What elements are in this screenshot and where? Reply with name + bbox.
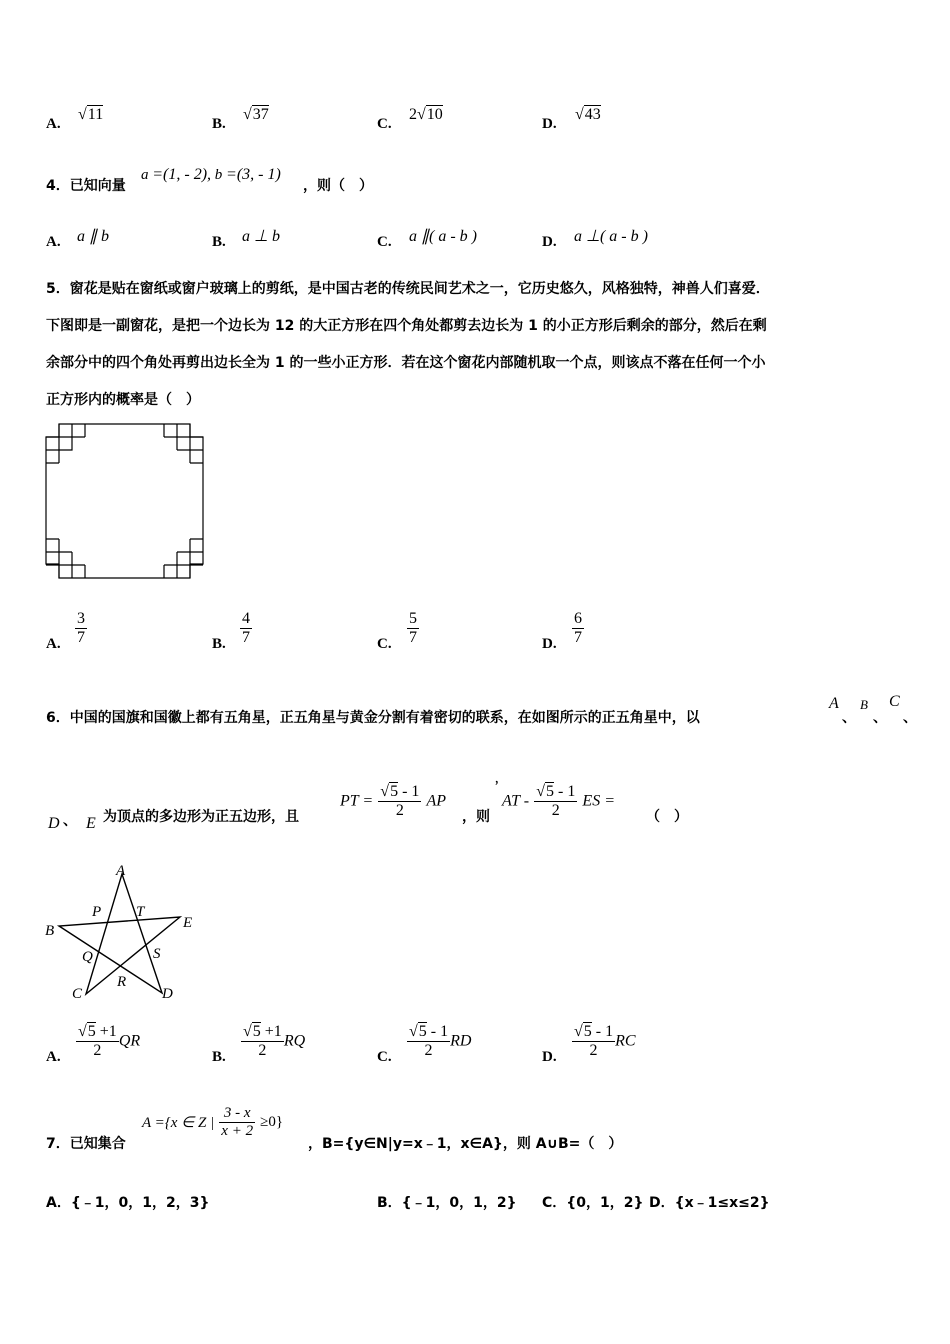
q6-sep-1: 、 [842,710,856,726]
q6-expression: AT - $\frac{√5 - 1}{2}$ ES = [502,783,615,819]
q6-option-d-label: D. [542,1049,557,1065]
q4-then: ，则（ ） [303,178,373,194]
q4-option-c-math: a ∥( a - b ) [409,228,477,245]
q3-option-d-math: √43 [575,106,601,123]
q7-option-c: C．{0，1，2} [542,1195,644,1211]
q4-option-d-math: a ⊥( a - b ) [574,228,648,245]
q5-option-d-frac: $\frac{6}{7}$ [574,610,582,646]
star-label-d: D [162,986,173,1002]
q6-option-a-math: $\frac{√5 +1}{2}$ QR [78,1023,141,1059]
q4-option-a-label: A. [46,234,61,250]
q6-vertex-c: C [889,693,900,710]
q6-sep-2: 、 [873,710,887,726]
q3-option-c-label: C. [377,116,392,132]
q7-stem: 7．已知集合 [46,1136,126,1152]
star-label-p: P [92,904,102,920]
q4-vectors: a =(1, - 2), b =(3, - 1) [141,166,281,183]
q6-tick: ， [495,772,506,785]
pentagram-figure [40,860,210,1010]
q4-option-d-label: D. [542,234,557,250]
q5-option-a-frac: $\frac{3}{7}$ [77,610,85,646]
q3-option-a-label: A. [46,116,61,132]
q6-stem-line1: 6．中国的国旗和国徽上都有五角星，正五角星与黄金分割有着密切的联系，在如图所示的正五角星中，以 [46,710,700,726]
q3-option-a-math: √11 [78,106,104,123]
q5-option-d-label: D. [542,636,557,652]
q3-option-b-math: √37 [243,106,269,123]
q7-set-b: ，B={y∈N|y=x﹣1，x∈A}，则 A∪B=（ ） [308,1136,623,1152]
q5-option-b-label: B. [212,636,226,652]
star-label-s: S [153,946,161,962]
q6-vertex-b: B [860,697,868,712]
q6-option-a-label: A. [46,1049,61,1065]
q6-sep-3: 、 [903,710,917,726]
q6-option-b-label: B. [212,1049,226,1065]
q6-vertex-a: A [829,695,839,712]
star-label-b: B [45,923,55,939]
q6-sep-4: 、 [63,813,77,829]
q3-option-b-label: B. [212,116,226,132]
q4-option-c-label: C. [377,234,392,250]
q4-option-b-math: a ⊥ b [242,228,280,245]
q6-option-b-math: $\frac{√5 +1}{2}$ RQ [243,1023,306,1059]
q3-option-d-label: D. [542,116,557,132]
q6-stem-line2: 为顶点的多边形为正五边形，且 [103,809,299,825]
q6-blank: （ ） [646,809,688,825]
q6-condition: PT = $\frac{√5 - 1}{2}$ AP [340,783,447,819]
q6-option-d-math: $\frac{√5 - 1}{2}$ RC [574,1023,636,1059]
q7-option-b: B．{﹣1，0，1，2} [377,1195,517,1211]
q4-stem: 4．已知向量 [46,178,126,194]
q4-option-a-math: a ∥ b [77,228,109,245]
star-label-t: T [136,904,145,920]
q5-option-b-frac: $\frac{4}{7}$ [242,610,250,646]
q6-vertex-d: D [48,815,60,832]
q6-option-c-label: C. [377,1049,392,1065]
q4-option-b-label: B. [212,234,226,250]
q3-option-c-math: 2√10 [409,106,443,123]
q5-option-c-frac: $\frac{5}{7}$ [409,610,417,646]
star-label-a: A [116,863,126,879]
q6-vertex-e: E [86,815,96,832]
star-label-e: E [183,915,193,931]
window-flower-figure [44,422,208,582]
q5-option-c-label: C. [377,636,392,652]
q7-option-d: D．{x﹣1≤x≤2} [649,1195,770,1211]
star-label-c: C [72,986,83,1002]
q6-then: ，则 [462,809,490,825]
star-label-q: Q [82,949,93,965]
q5-option-a-label: A. [46,636,61,652]
q7-option-a: A．{﹣1，0，1，2，3} [46,1195,210,1211]
q7-set-a: A ={x ∈ Z | $\frac{3 - x}{x + 2}$ ≥0} [142,1105,284,1139]
q6-option-c-math: $\frac{√5 - 1}{2}$ RD [409,1023,472,1059]
star-label-r: R [117,974,127,990]
q5-stem: 5．窗花是贴在窗纸或窗户玻璃上的剪纸，是中国古老的传统民间艺术之一，它历史悠久，风格独特，神兽人们喜爱． 下图即是一副窗花，是把一个边长为 12 的大正方形在四个角处都剪去边长为 1 的小正方形后剩余的部分，然后在剩 余部分中的四个角处再剪出边长全为 1 的一些小正方形．若在这个窗花内部随机取一个点，则该点不落在任何一个小 正方形内的概率是（ ） [46,281,770,408]
